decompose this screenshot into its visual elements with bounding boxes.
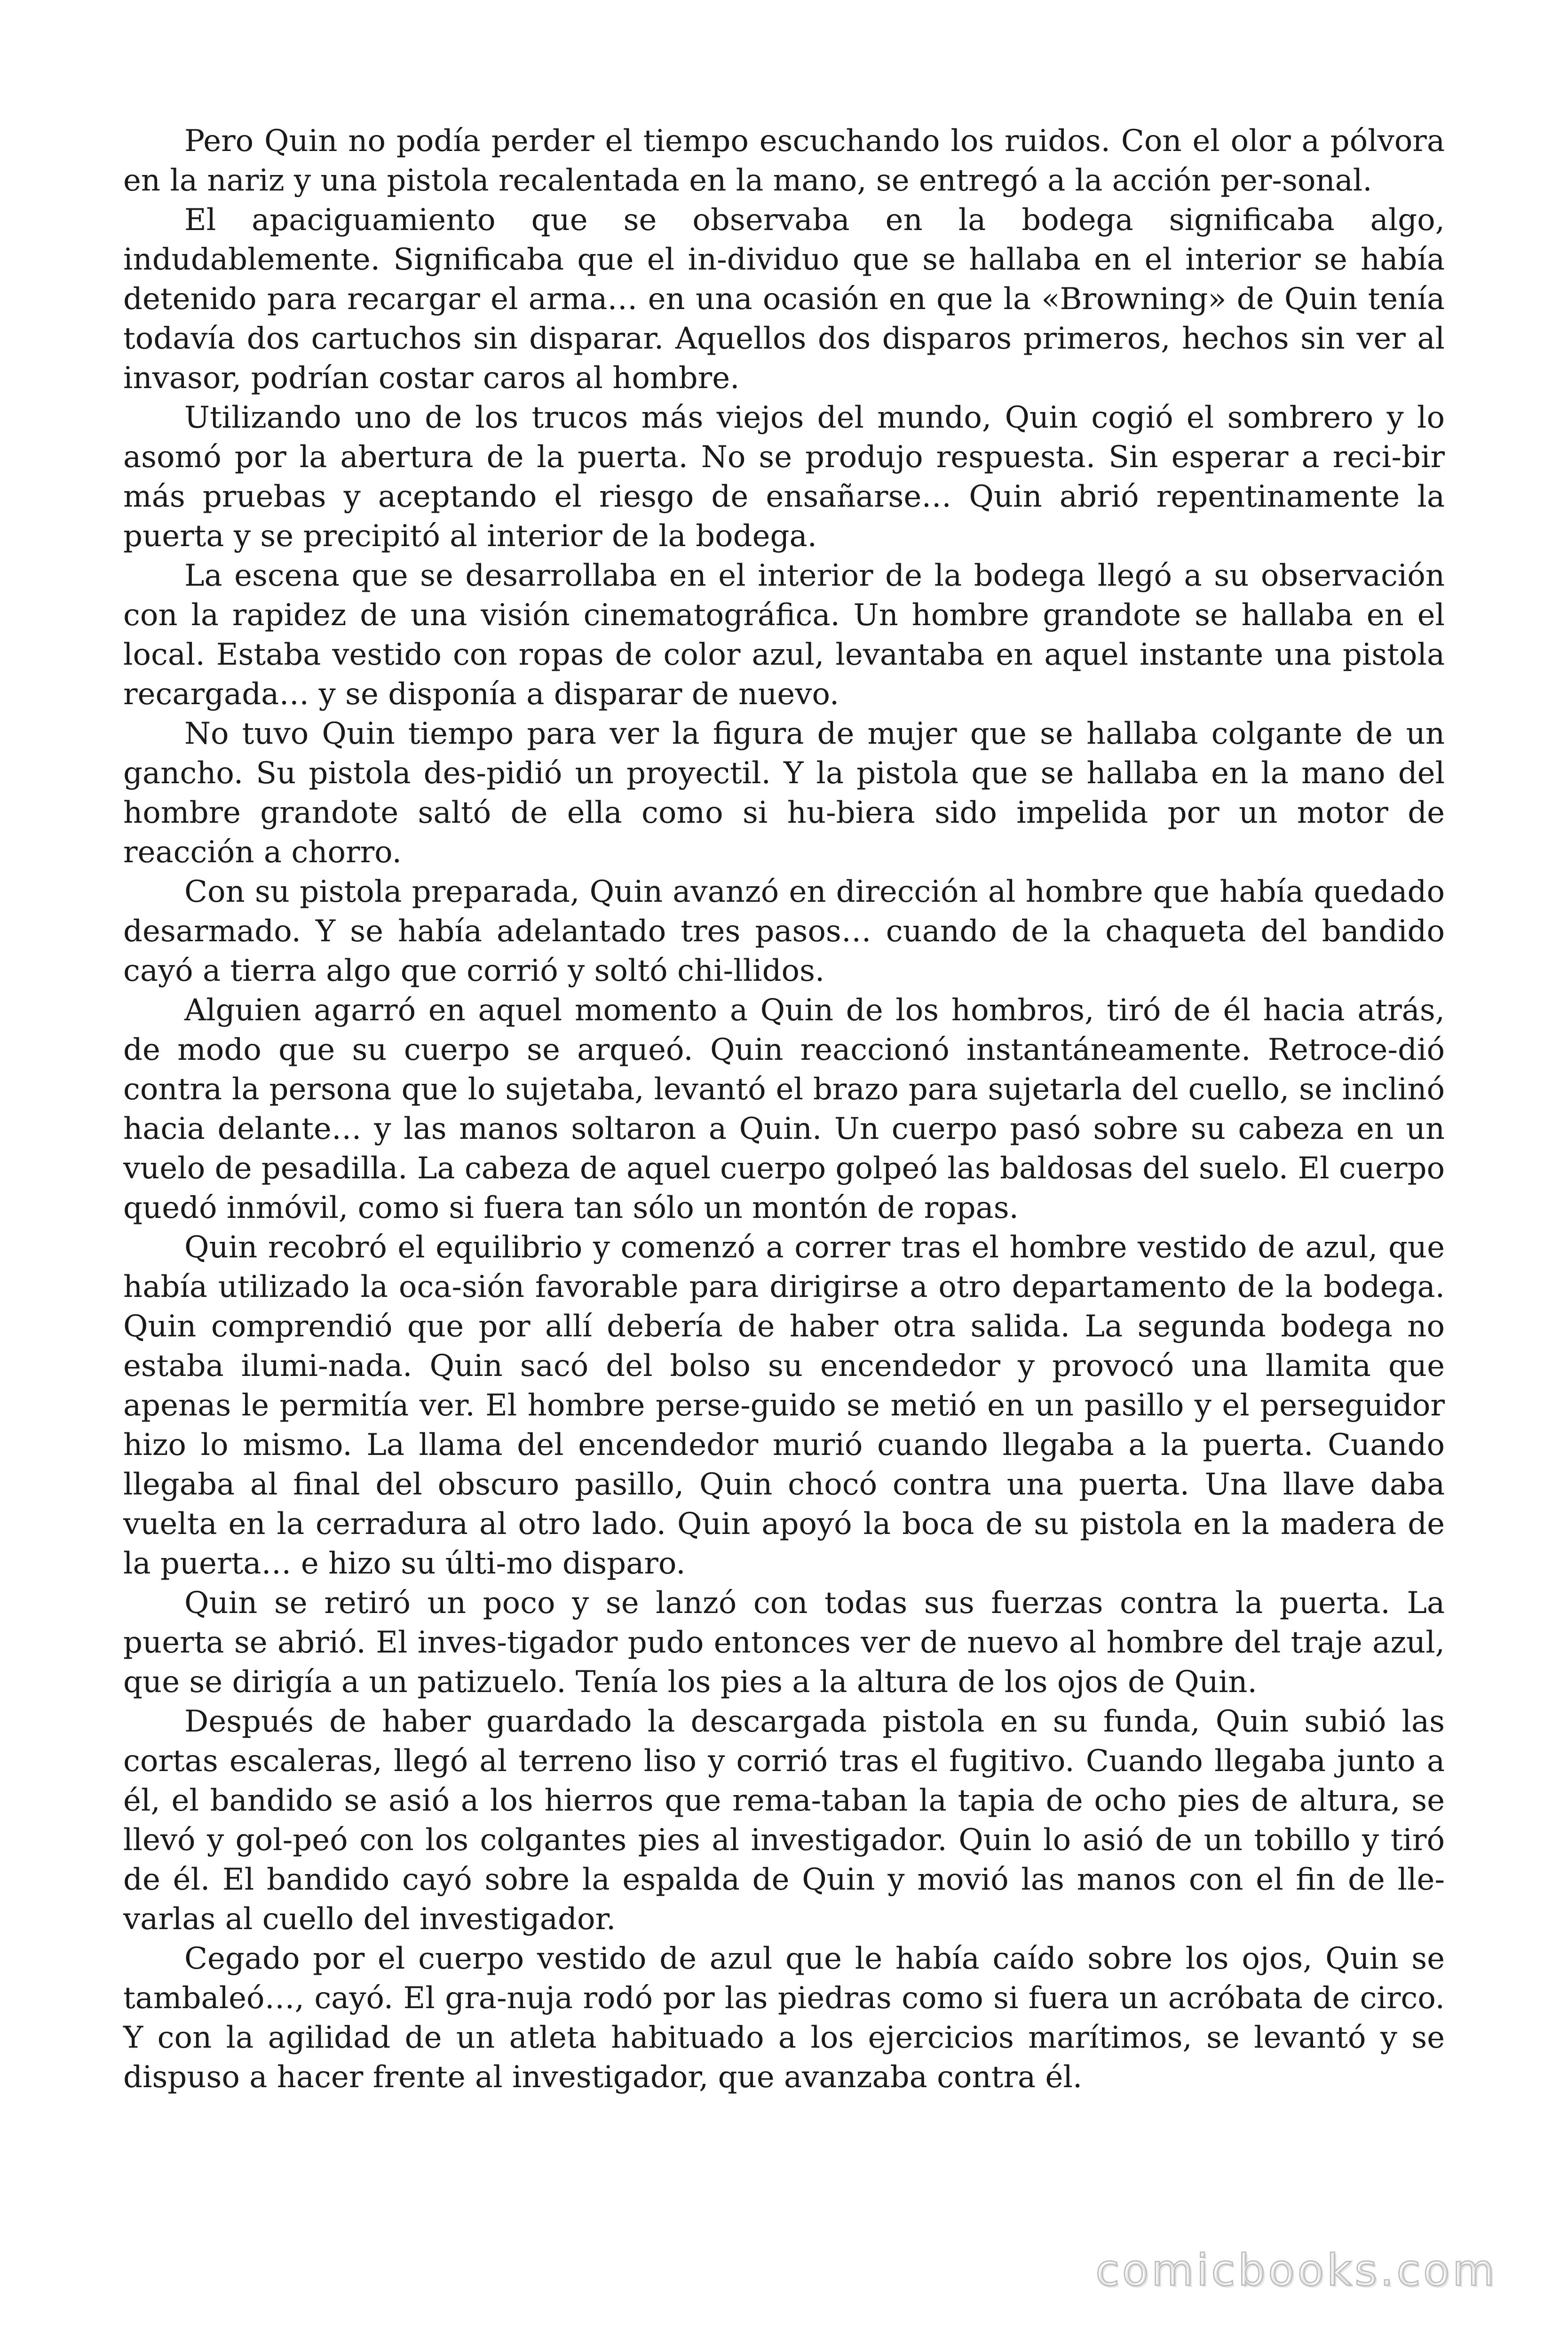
paragraph: El apaciguamiento que se observaba en la bodega significaba algo, indudablemente. Significaba que el in-dividuo que se hallaba en el interior se había detenido para recargar el arma… en una ocasión en que la «Browning» de Quin tenía todavía dos cartuchos sin disparar. Aquellos dos disparos primeros, hechos sin ver al invasor, podrían costar caros al hombre. <box>123 203 1445 396</box>
paragraph: No tuvo Quin tiempo para ver la figura de mujer que se hallaba colgante de un gancho. Su pistola des-pidió un proyectil. Y la pistola que se hallaba en la mano del hombre grandote saltó de ella como si hu-biera sido impelida por un motor de reacción a chorro. <box>123 716 1445 870</box>
page-text <box>123 121 1445 2097</box>
paragraph: Quin se retiró un poco y se lanzó con todas sus fuerzas contra la puerta. La puerta se abrió. El inves-tigador pudo entonces ver de nuevo al hombre del traje azul, que se dirigía a un patizuelo. Tenía los pies a la altura de los ojos de Quin. <box>123 1586 1445 1700</box>
paragraph: Con su pistola preparada, Quin avanzó en dirección al hombre que había quedado desarmado. Y se había adelantado tres pasos… cuando de la chaqueta del bandido cayó a tierra algo que corrió y soltó chi-llidos. <box>123 874 1445 988</box>
paragraph: Utilizando uno de los trucos más viejos del mundo, Quin cogió el sombrero y lo asomó por la abertura de la puerta. No se produjo respuesta. Sin esperar a reci-bir más pruebas y aceptando el riesgo de ensañarse… Quin abrió repentinamente la puerta y se precipitó al interior de la bodega. <box>123 400 1445 554</box>
paragraph: Cegado por el cuerpo vestido de azul que le había caído sobre los ojos, Quin se tambaleó…, cayó. El gra-nuja rodó por las piedras como si fuera un acróbata de circo. Y con la agilidad de un atleta habituado a los ejercicios marítimos, se levantó y se dispuso a hacer frente al investigador, que avanzaba contra él. <box>123 1941 1445 2095</box>
watermark: comicbooks.com <box>1095 2245 1497 2296</box>
paragraph: Quin recobró el equilibrio y comenzó a correr tras el hombre vestido de azul, que había utilizado la oca-sión favorable para dirigirse a otro departamento de la bodega. Quin comprendió que por allí debería de haber otra salida. La segunda bodega no estaba ilumi-nada. Quin sacó del bolso su encendedor y provocó una llamita que apenas le permitía ver. El hombre perse-guido se metió en un pasillo y el perseguidor hizo lo mismo. La llama del encendedor murió cuando llegaba a la puerta. Cuando llegaba al final del obscuro pasillo, Quin chocó contra una puerta. Una llave daba vuelta en la cerradura al otro lado. Quin apoyó la boca de su pistola en la madera de la puerta… e hizo su últi-mo disparo. <box>123 1230 1445 1581</box>
paragraph: La escena que se desarrollaba en el interior de la bodega llegó a su observación con la rapidez de una visión cinematográfica. Un hombre grandote se hallaba en el local. Estaba vestido con ropas de color azul, levantaba en aquel instante una pistola recargada… y se disponía a disparar de nuevo. <box>123 558 1445 712</box>
paragraph: Pero Quin no podía perder el tiempo escuchando los ruidos. Con el olor a pólvora en la nariz y una pistola recalentada en la mano, se entregó a la acción per-sonal. <box>123 124 1445 198</box>
paragraph: Alguien agarró en aquel momento a Quin de los hombros, tiró de él hacia atrás, de modo que su cuerpo se arqueó. Quin reaccionó instantáneamente. Retroce-dió contra la persona que lo sujetaba, levantó el brazo para sujetarla del cuello, se inclinó hacia delante… y las manos soltaron a Quin. Un cuerpo pasó sobre su cabeza en un vuelo de pesadilla. La cabeza de aquel cuerpo golpeó las baldosas del suelo. El cuerpo quedó inmóvil, como si fuera tan sólo un montón de ropas. <box>123 993 1445 1225</box>
paragraph: Después de haber guardado la descargada pistola en su funda, Quin subió las cortas escaleras, llegó al terreno liso y corrió tras el fugitivo. Cuando llegaba junto a él, el bandido se asió a los hierros que rema-taban la tapia de ocho pies de altura, se llevó y gol-peó con los colgantes pies al investigador. Quin lo asió de un tobillo y tiró de él. El bandido cayó sobre la espalda de Quin y movió las manos con el fin de lle-varlas al cuello del investigador. <box>123 1704 1445 1937</box>
